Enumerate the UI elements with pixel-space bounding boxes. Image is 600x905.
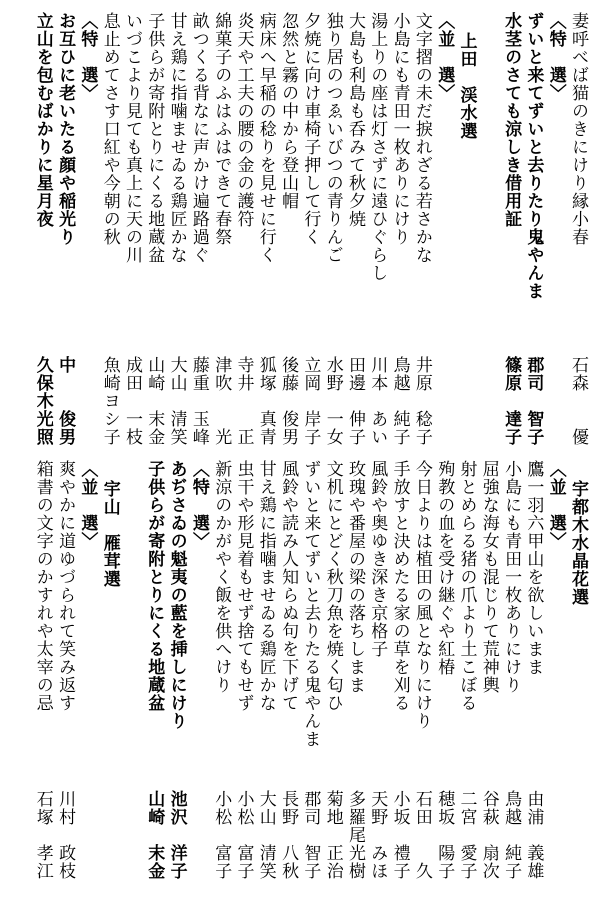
top-haiku-line: 独り居のつゑいびつの青りんご <box>322 12 343 264</box>
bottom-haiku-author: 池沢 洋子 <box>166 790 187 880</box>
bottom-haiku-line: 手放すと決めたる家の草を刈る <box>389 460 410 712</box>
top-haiku-author: 立岡 岸子 <box>300 356 321 446</box>
top-haiku-author: 魚崎ヨシ子 <box>99 356 120 446</box>
bottom-haiku-author: 鳥越 純子 <box>501 790 522 880</box>
bottom-haiku-author: 石田 久 <box>411 790 432 880</box>
top-haiku-author: 後藤 俊男 <box>278 356 299 446</box>
top-haiku-author: 石森 優 <box>568 356 588 446</box>
top-haiku-line: いづこより見ても真上に天の川 <box>122 12 142 264</box>
bottom-haiku-author: 菊地 正治 <box>322 790 343 880</box>
bottom-haiku-line: 爽やかに道ゆづられて笑み返す <box>55 460 76 712</box>
top-haiku-author: 水野 一女 <box>322 356 343 446</box>
bottom-haiku-line: 虫干や形見着もせず捨てもせず <box>233 460 254 712</box>
bottom-haiku-line: 〈特 選〉 <box>188 460 209 550</box>
bottom-haiku-author: 山崎 末金 <box>144 790 165 880</box>
top-haiku-author: 川本 あい <box>367 356 388 446</box>
bottom-haiku-author: 多羅尾光樹 <box>345 790 365 880</box>
bottom-haiku-author: 川村 政枝 <box>55 790 76 880</box>
bottom-haiku-line: 風鈴や奥ゆき深き京格子 <box>367 460 388 658</box>
top-haiku-line: 小島にも青田一枚ありにけり <box>389 12 410 246</box>
top-haiku-line: 病床へ早稲の稔りを見せに行く <box>255 12 276 264</box>
top-haiku-author: 田邊 伸子 <box>345 356 365 446</box>
top-haiku-line: 〈並 選〉 <box>434 12 455 102</box>
top-haiku-line: 忽然と霧の中から登山帽 <box>278 12 299 210</box>
top-haiku-line: 水茎のさても涼しき借用証 <box>501 12 522 228</box>
bottom-haiku-line: 〈並 選〉 <box>77 460 98 550</box>
bottom-haiku-author: 穂坂 陽子 <box>434 790 455 880</box>
top-haiku-author: 郡司 智子 <box>523 356 544 446</box>
bottom-haiku-author: 二宮 愛子 <box>456 790 477 880</box>
bottom-haiku-line: ずいと来てずいと去りたる鬼やんま <box>300 460 321 748</box>
top-haiku-line: 立山を包むばかりに星月夜 <box>32 12 53 228</box>
bottom-haiku-author: 郡司 智子 <box>300 790 321 880</box>
top-haiku-line: 文字摺の未だ捩れざる若さかな <box>411 12 432 264</box>
bottom-haiku-line: 新涼のかがやく飯を供へけり <box>211 460 232 694</box>
top-haiku-line: 妻呼べば猫のきにけり縁小春 <box>568 12 588 246</box>
bottom-haiku-author: 谷萩 扇次 <box>478 790 499 880</box>
top-haiku-line: 綿菓子のふはふはできて春祭 <box>211 12 232 246</box>
top-haiku-author: 津吹 光 <box>211 356 232 446</box>
bottom-haiku-author: 小松 富子 <box>211 790 232 880</box>
bottom-haiku-line: 宇山 雁茸選 <box>99 480 120 588</box>
bottom-haiku-line: 〈並 選〉 <box>545 460 566 550</box>
top-haiku-line: 湯上りの座は灯さずに遠ひぐらし <box>367 12 388 282</box>
top-haiku-line: ずいと来てずいと去りたり鬼やんま <box>523 12 544 300</box>
top-haiku-line: 炎天や工夫の腰の金の護符 <box>233 12 254 228</box>
bottom-haiku-line: 屈強な海女も混じりて荒神輿 <box>478 460 499 694</box>
bottom-haiku-line: 文机にとどく秋刀魚を焼く匂ひ <box>322 460 343 712</box>
top-haiku-author: 山崎 末金 <box>144 356 165 446</box>
top-haiku-line: 畝つくる背なに声かけ遍路過ぐ <box>188 12 209 264</box>
bottom-haiku-author: 大山 清笑 <box>255 790 276 880</box>
top-haiku-author: 久保木光照 <box>32 356 53 446</box>
top-haiku-line: 息止めてさす口紅や今朝の秋 <box>99 12 120 246</box>
bottom-haiku-author: 由浦 義雄 <box>523 790 544 880</box>
top-haiku-line: 上田 渓水選 <box>456 32 477 140</box>
bottom-haiku-line: 射とめらる猪の爪より土こぼる <box>456 460 477 712</box>
bottom-haiku-author: 天野 みほ <box>367 790 388 880</box>
bottom-haiku-line: 子供らが寄附とりにくる地蔵盆 <box>144 460 165 712</box>
top-haiku-line: お互ひに老いたる顔や稲光り <box>55 12 76 246</box>
bottom-haiku-line: 箱書の文字のかすれや太宰の忌 <box>32 460 53 712</box>
bottom-haiku-line: 甘え鶏に指噛ませゐる鶏匠かな <box>255 460 276 712</box>
bottom-haiku-author: 石塚 孝江 <box>32 790 53 880</box>
top-haiku-author: 成田 一枝 <box>122 356 142 446</box>
bottom-haiku-author: 小坂 禮子 <box>389 790 410 880</box>
bottom-haiku-author: 長野 八秋 <box>278 790 299 880</box>
top-haiku-author: 大山 清笑 <box>166 356 187 446</box>
top-haiku-line: 夕焼に向け車椅子押して行く <box>300 12 321 246</box>
top-haiku-author: 鳥越 純子 <box>389 356 410 446</box>
top-haiku-line: 〈特 選〉 <box>77 12 98 102</box>
top-haiku-author: 藤重 玉峰 <box>188 356 209 446</box>
top-haiku-author: 寺井 正 <box>233 356 254 446</box>
bottom-haiku-line: 玫瑰や番屋の梁の落ちしまま <box>345 460 365 694</box>
bottom-haiku-line: あぢさゐの魁夷の藍を挿しにけり <box>166 460 187 730</box>
bottom-haiku-line: 小島にも青田一枚ありにけり <box>501 460 522 694</box>
top-haiku-author: 中 俊男 <box>55 356 76 446</box>
top-haiku-line: 甘え鶏に指噛ませゐる鶏匠かな <box>166 12 187 264</box>
top-haiku-line: 〈特 選〉 <box>545 12 566 102</box>
bottom-haiku-line: 風鈴や読み人知らぬ句を下げて <box>278 460 299 712</box>
bottom-haiku-line: 鷹一羽六甲山を欲しいまま <box>523 460 544 676</box>
top-haiku-author: 狐塚 真青 <box>255 356 276 446</box>
bottom-haiku-line: 殉教の血を受け継ぐや紅椿 <box>434 460 455 676</box>
bottom-haiku-line: 今日よりは植田の風となりにけり <box>411 460 432 730</box>
top-haiku-author: 井原 稔子 <box>411 356 432 446</box>
top-haiku-line: 大島も利島も呑みて秋夕焼 <box>345 12 365 228</box>
top-haiku-line: 子供らが寄附とりにくる地蔵盆 <box>144 12 165 264</box>
top-haiku-author: 篠原 達子 <box>501 356 522 446</box>
bottom-haiku-line: 宇都木水晶花選 <box>568 480 588 606</box>
bottom-haiku-author: 小松 富子 <box>233 790 254 880</box>
